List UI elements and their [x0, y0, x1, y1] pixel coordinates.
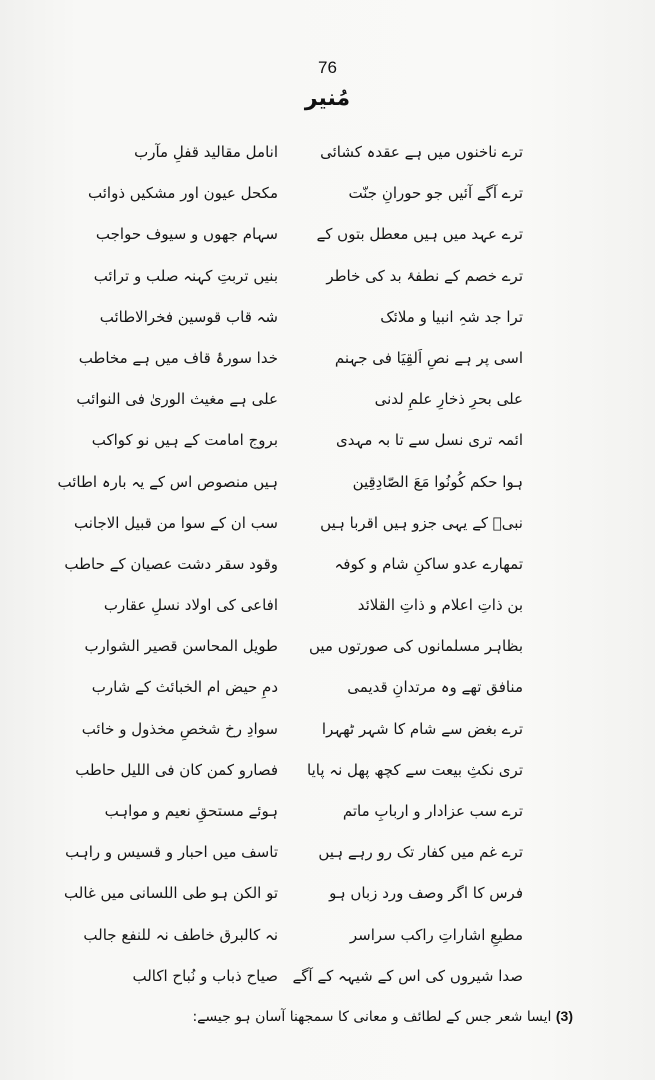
first-hemistich: اسی پر ہے نصِ اَلقِیَا فی جہنم [334, 348, 523, 367]
second-hemistich: خدا سورۂ قاف میں ہے مخاطب [78, 348, 278, 367]
couplet [57, 466, 523, 507]
first-hemistich: علی بحرِ ذخارِ علمِ لدنی [374, 390, 523, 409]
couplet [75, 754, 523, 795]
couplet [95, 218, 523, 259]
couplet [91, 671, 523, 712]
first-hemistich: ہوا حکم کُونُوا مَعَ الصّادِقِین [352, 472, 523, 491]
first-hemistich: نبیؐ کے یہی جزو ہیں اقربا ہیں [320, 513, 523, 532]
couplet [95, 136, 523, 177]
second-hemistich: افاعی کی اولاد نسلِ عقارب [103, 596, 278, 615]
footnote-text: ایسا شعر جس کے لطائف و معانی کا سمجھنا آسان ہو جیسے: [192, 1009, 552, 1025]
couplet [65, 836, 523, 877]
second-hemistich: طویل المحاسن قصیر الشوارب [84, 637, 278, 656]
couplet [88, 177, 523, 218]
first-hemistich: ترے بغض سے شام کا شہر ٹھہرا [321, 719, 523, 738]
first-hemistich: تری نکثِ بیعت سے کچھ پھل نہ پایا [307, 760, 523, 779]
couplet [95, 589, 523, 630]
first-hemistich: بن ذاتِ اعلام و ذاتِ القلائد [357, 596, 523, 615]
second-hemistich: بنیں تربتِ کہنہ صلب و ترائب [93, 266, 278, 285]
couplet [95, 260, 523, 301]
couplet [64, 877, 523, 918]
second-hemistich: سب ان کے سوا من قبیل الاجانب [73, 513, 278, 532]
second-hemistich: سوادِ رخ شخصِ مخذول و خائب [81, 719, 278, 738]
first-hemistich: مطیعِ اشاراتِ راکب سراسر [349, 925, 523, 944]
couplet [78, 342, 523, 383]
second-hemistich: انامل مقالید قفلِ مآرب [134, 143, 278, 161]
first-hemistich: ترے سب عزادار و اربابِ ماتم [342, 802, 523, 820]
first-hemistich: ترے غم میں کفار تک رو رہے ہیں [318, 843, 523, 862]
footnote [173, 1008, 573, 1025]
couplet [95, 301, 523, 342]
first-hemistich: ترے عہد میں ہیں معطل بتوں کے [316, 225, 523, 244]
first-hemistich: ترے خصم کے نطفۂ بد کی خاطر [326, 266, 523, 285]
verse-list [57, 136, 523, 1001]
second-hemistich: علی ہے مغیث الوریٰ فی النوائب [76, 390, 278, 409]
first-hemistich: ائمہ تری نسل سے تا بہ مہدی [335, 431, 523, 450]
second-hemistich: فصارو کمن کان فی اللیل حاطب [75, 760, 278, 779]
first-hemistich: ترا جد شہِ انبیا و ملائک [380, 307, 523, 326]
first-hemistich: صدا شیروں کی اس کے شیہہ کے آگے [292, 966, 523, 985]
second-hemistich: صیاح ذباب و نُباح اکالب [132, 966, 278, 985]
second-hemistich: ہوئے مستحقِ نعیم و مواہب [104, 802, 278, 820]
second-hemistich: دمِ حیض ام الخبائث کے شارب [91, 678, 278, 697]
couplet [73, 507, 523, 548]
couplet [83, 919, 523, 960]
second-hemistich: نہ کالبرق خاطف نہ للنفع جالب [83, 925, 278, 944]
page-title: مُنیر [304, 86, 351, 111]
second-hemistich: بروج امامت کے ہیں نو کواکب [91, 431, 278, 450]
couplet [81, 713, 523, 754]
couplet [76, 383, 523, 424]
second-hemistich: سہام جھوں و سیوف حواجب [95, 225, 278, 244]
couplet [64, 548, 523, 589]
couplet [91, 424, 523, 465]
couplet [84, 630, 523, 671]
first-hemistich: منافق تھے وہ مرتدانِ قدیمی [347, 678, 523, 697]
first-hemistich: ترے آگے آئیں جو حورانِ جنّت [348, 184, 523, 203]
second-hemistich: شہ قاب قوسین فخرالاطائب [99, 307, 278, 326]
page-number: 76 [318, 58, 337, 77]
second-hemistich: مکحل عیون اور مشکیں ذوائب [88, 184, 278, 203]
first-hemistich: تمھارے عدو ساکنِ شام و کوفہ [334, 554, 523, 573]
second-hemistich: تاسف میں احبار و قسیس و راہب [65, 843, 278, 862]
second-hemistich: وقود سقر دشت عصیان کے حاطب [64, 554, 278, 573]
second-hemistich: ہیں منصوص اس کے یہ بارہ اطائب [57, 472, 278, 491]
first-hemistich: بظاہر مسلمانوں کی صورتوں میں [308, 637, 523, 656]
couplet [95, 795, 523, 836]
couplet [95, 960, 523, 1001]
footnote-number: (3) [555, 1008, 573, 1024]
second-hemistich: تو الکن ہو طی اللسانی میں غالب [64, 884, 278, 903]
first-hemistich: فرس کا اگر وصف ورد زباں ہو [329, 884, 523, 903]
first-hemistich: ترے ناخنوں میں ہے عقدہ کشائی [320, 143, 523, 161]
